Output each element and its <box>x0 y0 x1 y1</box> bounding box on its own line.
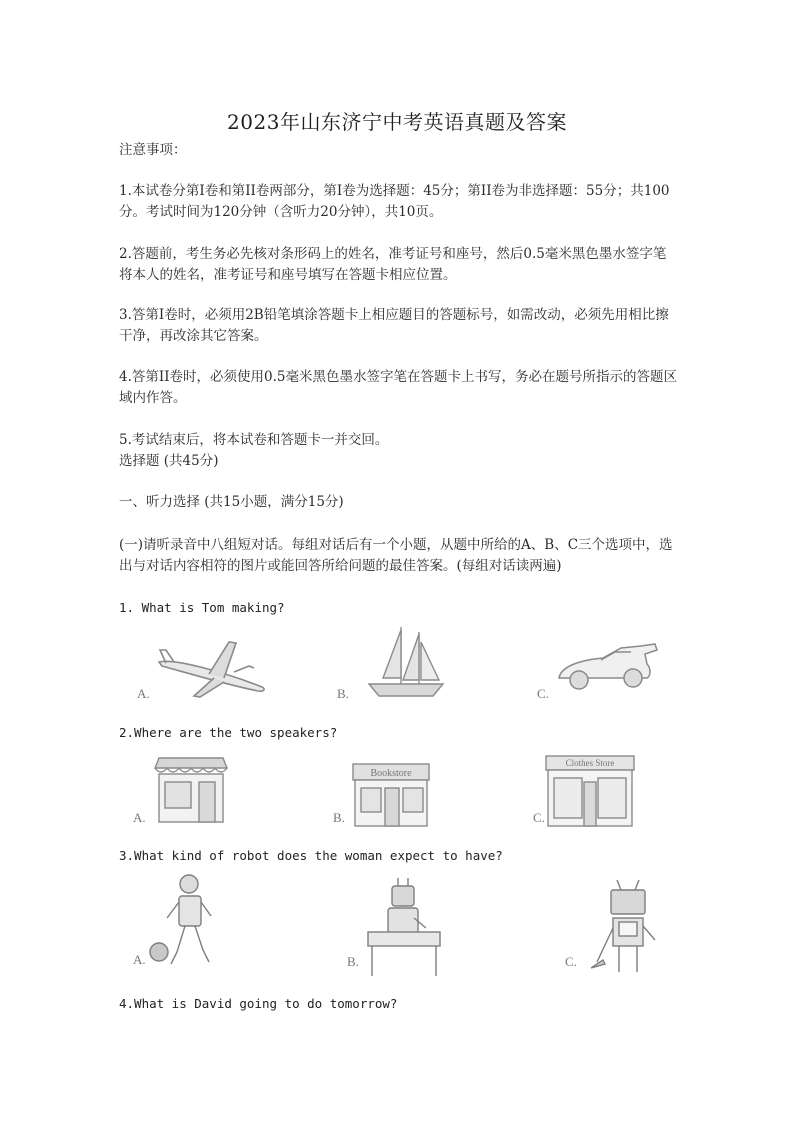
sub-instruction: (一)请听录音中八组短对话。每组对话后有一个小题，从题中所给的A、B、C三个选项中，选出与对话内容相符的图片或能回答所给问题的最佳答案。(每组对话读两遍) <box>119 537 673 574</box>
notice-item-3: 3.答第I卷时，必须用2B铅笔填涂答题卡上相应题目的答题标号，如需改动，必须先用相比擦干净，再改涂其它答案。 <box>119 307 669 344</box>
race-car-icon <box>551 634 661 694</box>
option-c-label: C. <box>565 954 577 969</box>
notice-item-2: 2.答题前，考生务必先核对条形码上的姓名，准考证号和座号，然后0.5毫米黑色墨水签字笔将本人的姓名，准考证号和座号填写在答题卡相应位置。 <box>119 246 667 283</box>
question-3: 3.What kind of robot does the woman expect to have? <box>119 848 503 863</box>
section-heading: 选择题 (共45分) <box>119 453 219 469</box>
clothes-store-icon <box>544 754 636 830</box>
cleaning-robot-icon <box>589 878 669 978</box>
option-b-label: B. <box>333 810 345 825</box>
option-b-label: B. <box>337 686 349 701</box>
svg-text:Bookstore: Bookstore <box>370 768 412 779</box>
question-1: 1. What is Tom making? <box>119 600 285 615</box>
question-2-options <box>119 748 679 833</box>
question-3-options <box>119 870 679 985</box>
svg-text:Clothes Store: Clothes Store <box>565 758 615 768</box>
option-b-label: B. <box>347 954 359 969</box>
page-title: 2023年山东济宁中考英语真题及答案 <box>227 110 567 134</box>
football-robot-icon <box>147 872 227 972</box>
cooking-robot-icon <box>364 876 444 980</box>
bookstore-icon <box>349 762 433 830</box>
notice-item-1: 1.本试卷分第I卷和第II卷两部分，第I卷为选择题：45分；第II卷为非选择题：55分；共100分。考试时间为120分钟（含听力20分钟），共10页。 <box>119 183 670 220</box>
question-4: 4.What is David going to do tomorrow? <box>119 996 398 1011</box>
airplane-icon <box>154 632 274 702</box>
option-c-label: C. <box>533 810 545 825</box>
part-heading: 一、听力选择 (共15小题，满分15分) <box>119 494 344 510</box>
notice-item-4: 4.答第II卷时，必须使用0.5毫米黑色墨水签字笔在答题卡上书写，务必在题号所指示的答题区域内作答。 <box>119 369 678 406</box>
notice-item-5: 5.考试结束后，将本试卷和答题卡一并交回。 <box>119 432 389 448</box>
question-1-options <box>119 622 679 704</box>
option-c-label: C. <box>537 686 549 701</box>
question-2: 2.Where are the two speakers? <box>119 725 338 740</box>
option-a-label: A. <box>133 810 146 825</box>
notice-heading: 注意事项： <box>119 142 187 158</box>
shop-icon <box>151 754 231 826</box>
option-a-label: A. <box>137 686 150 701</box>
sailboat-icon <box>361 622 451 702</box>
option-a-label: A. <box>133 952 146 967</box>
